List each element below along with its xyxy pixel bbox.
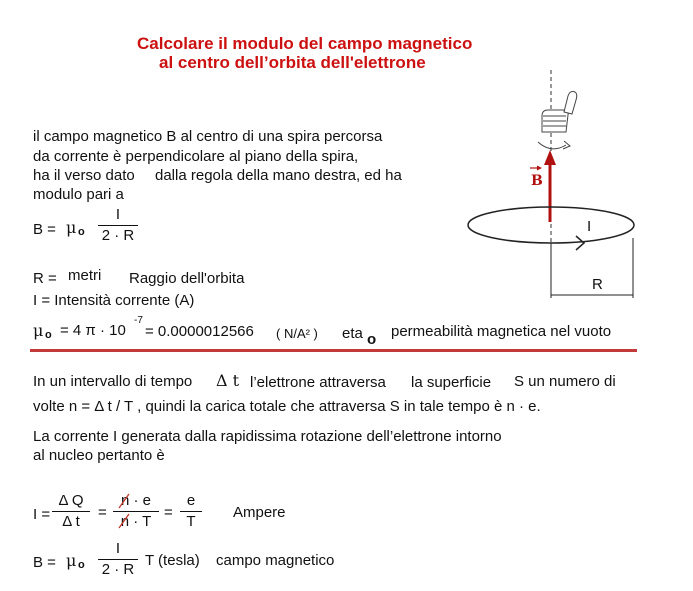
body-p3: La corrente I generata dalla rapidissima rotazione dell’elettrone intorno (33, 428, 502, 445)
mu-unit: ( N/A² ) (276, 326, 318, 341)
body-p2: volte n = Δ t / T , quindi la carica totale che attraversa S in tale tempo è n · e. (33, 398, 541, 415)
intro-line-2: da corrente è perpendicolare al piano della spira, (33, 148, 359, 165)
cancel-strokes (113, 492, 133, 532)
mu-value: = 0.0000012566 (145, 323, 254, 340)
formula1-fraction (98, 206, 138, 245)
mu-symbol-3: μ (66, 551, 77, 570)
diagram (450, 70, 650, 300)
mu-description: permeabilità magnetica nel vuoto (391, 323, 612, 340)
formula1-numerator: I (115, 206, 121, 223)
eta-label: eta (342, 325, 363, 342)
title-line-2: al centro dell’orbita dell'elettrone (159, 53, 426, 72)
mu-symbol: μ (66, 218, 77, 237)
fraction-bar (52, 511, 90, 512)
intro-line-3a: ha il verso dato (33, 167, 135, 184)
formula2-f1-numerator: Δ Q (58, 492, 84, 509)
r-lhs: R = (33, 270, 57, 287)
b-label: B (531, 173, 543, 189)
i-definition: I = Intensità corrente (A) (33, 292, 195, 309)
mu-symbol-2: μ (33, 321, 44, 340)
current-label: I (587, 218, 592, 235)
mu-equation: = 4 π · 10 (60, 322, 126, 339)
mu-subscript: o (78, 226, 85, 238)
formula2-fraction-3 (180, 492, 202, 531)
intro-line-1: il campo magnetico B al centro di una spira percorsa (33, 128, 383, 145)
r-description: Raggio dell'orbita (129, 270, 245, 287)
mu-exponent: -7 (134, 315, 143, 326)
intro-line-4: modulo pari a (33, 186, 124, 203)
title-line-1: Calcolare il modulo del campo magnetico (137, 34, 473, 53)
formula2-f1-denominator: Δ t (62, 513, 80, 530)
r-unit: metri (68, 267, 102, 284)
formula2-f2-numerator: n · e (120, 492, 151, 509)
body-p1c: la superficie (411, 374, 492, 391)
formula3-numerator: I (115, 540, 121, 557)
formula2-f3-denominator: T (186, 513, 196, 530)
mu-subscript-2: o (45, 329, 52, 341)
formula2-fraction-1 (52, 492, 90, 531)
formula2-eq-2: = (164, 504, 173, 521)
formula2-f3-numerator: e (186, 492, 196, 509)
formula2-eq-1: = (98, 504, 107, 521)
formula1-denominator: 2 · R (101, 227, 135, 244)
formula2-lhs: I = (33, 506, 51, 523)
fraction-bar (98, 225, 138, 226)
body-p1a: In un intervallo di tempo (33, 373, 193, 390)
intro-line-3b: dalla regola della mano destra, ed ha (155, 167, 402, 184)
fraction-bar (98, 559, 138, 560)
mu-subscript-3: o (78, 559, 85, 571)
formula2-unit: Ampere (233, 504, 286, 521)
formula2-f2-denominator: n · T (120, 513, 152, 530)
formula1-lhs: B = (33, 221, 56, 238)
radius-label: R (592, 276, 603, 293)
body-p1-delta-t: Δ t (216, 371, 240, 390)
fraction-bar (180, 511, 202, 512)
formula3-denominator: 2 · R (101, 561, 135, 578)
formula3-unit: T (tesla) (145, 552, 200, 569)
formula3-fraction (98, 540, 138, 579)
body-p4: al nucleo pertanto è (33, 447, 165, 464)
current-arrow-icon (576, 236, 584, 250)
separator-rule (30, 349, 637, 352)
b-arrow-head (544, 150, 556, 165)
body-p1b: l’elettrone attraversa (250, 374, 386, 391)
formula3-lhs: B = (33, 554, 56, 571)
body-p1d: S un numero di (514, 373, 616, 390)
thumbs-up-hand-icon (538, 92, 577, 150)
formula3-description: campo magnetico (216, 552, 335, 569)
eta-subscript: o (367, 331, 377, 348)
